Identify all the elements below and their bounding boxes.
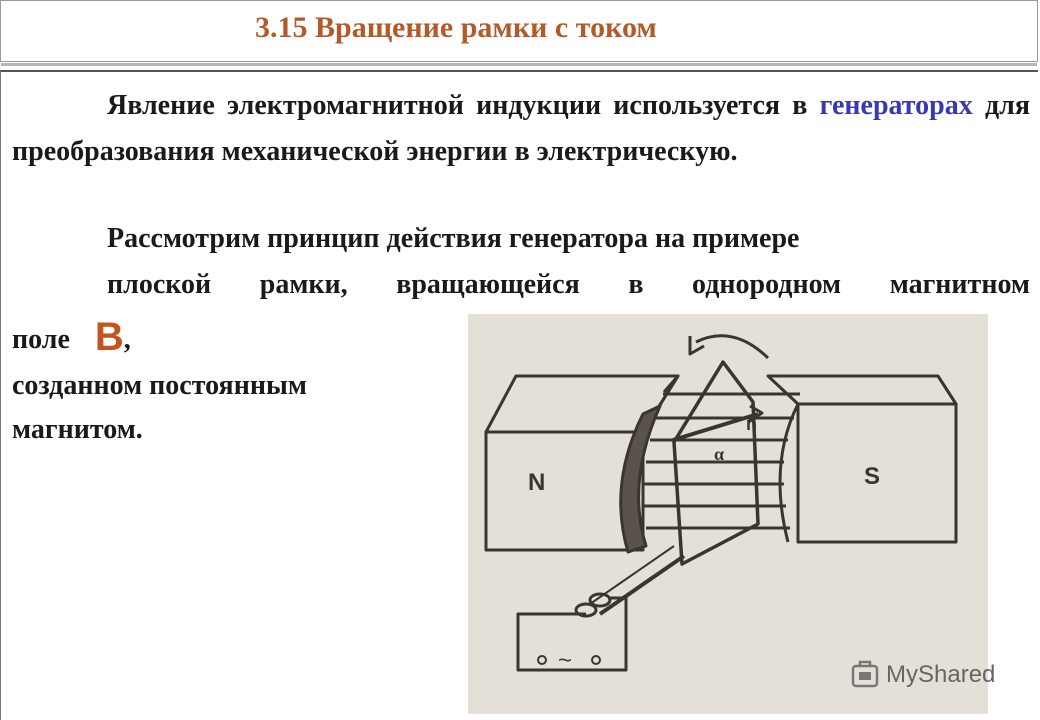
paragraph-2-line-2: плоской рамки, вращающейся в однородном магнитном [107,269,1030,300]
paragraph-1-intro: Явление электромагнитной индукции используется в [107,90,820,121]
south-pole-face [780,404,798,542]
generator-diagram [468,314,988,714]
south-label: S [864,463,881,490]
generators-keyword: генераторах [819,90,973,121]
continuation-line-1: созданном постоянным [12,370,307,401]
myshared-logo-icon [850,660,880,690]
north-label: N [528,469,546,496]
normal-label: n [746,414,757,434]
watermark [850,657,1010,693]
terminal-left [538,656,546,664]
paragraph-1 [12,83,1030,175]
field-prefix: поле [12,324,77,355]
paragraph-1-rest: для преобразования механической энергии в электрическую. [12,90,1030,167]
north-pole-face [621,406,660,552]
continuation-line-2: магнитом. [12,414,143,445]
north-magnet-front [486,432,643,550]
angle-label: α [714,444,725,464]
generator-illustration [468,314,988,714]
ac-symbol: ~ [558,647,573,674]
axle [600,556,684,614]
title-bar [0,0,1038,62]
paragraph-2-line-1: Рассмотрим принцип действия генератора на примере [107,223,800,254]
terminal-right [592,656,600,664]
field-line [12,313,131,358]
paragraph-2 [12,216,1030,308]
slide-title: 3.15 Вращение рамки с током [255,11,657,44]
rotation-arrow [696,336,768,358]
slip-ring-2 [590,594,610,606]
paragraph-2-continuation [12,364,307,452]
south-magnet-top [768,376,956,404]
field-suffix: , [123,324,131,355]
magnetic-field-symbol: B [94,315,124,359]
watermark-text: MyShared [886,661,996,688]
